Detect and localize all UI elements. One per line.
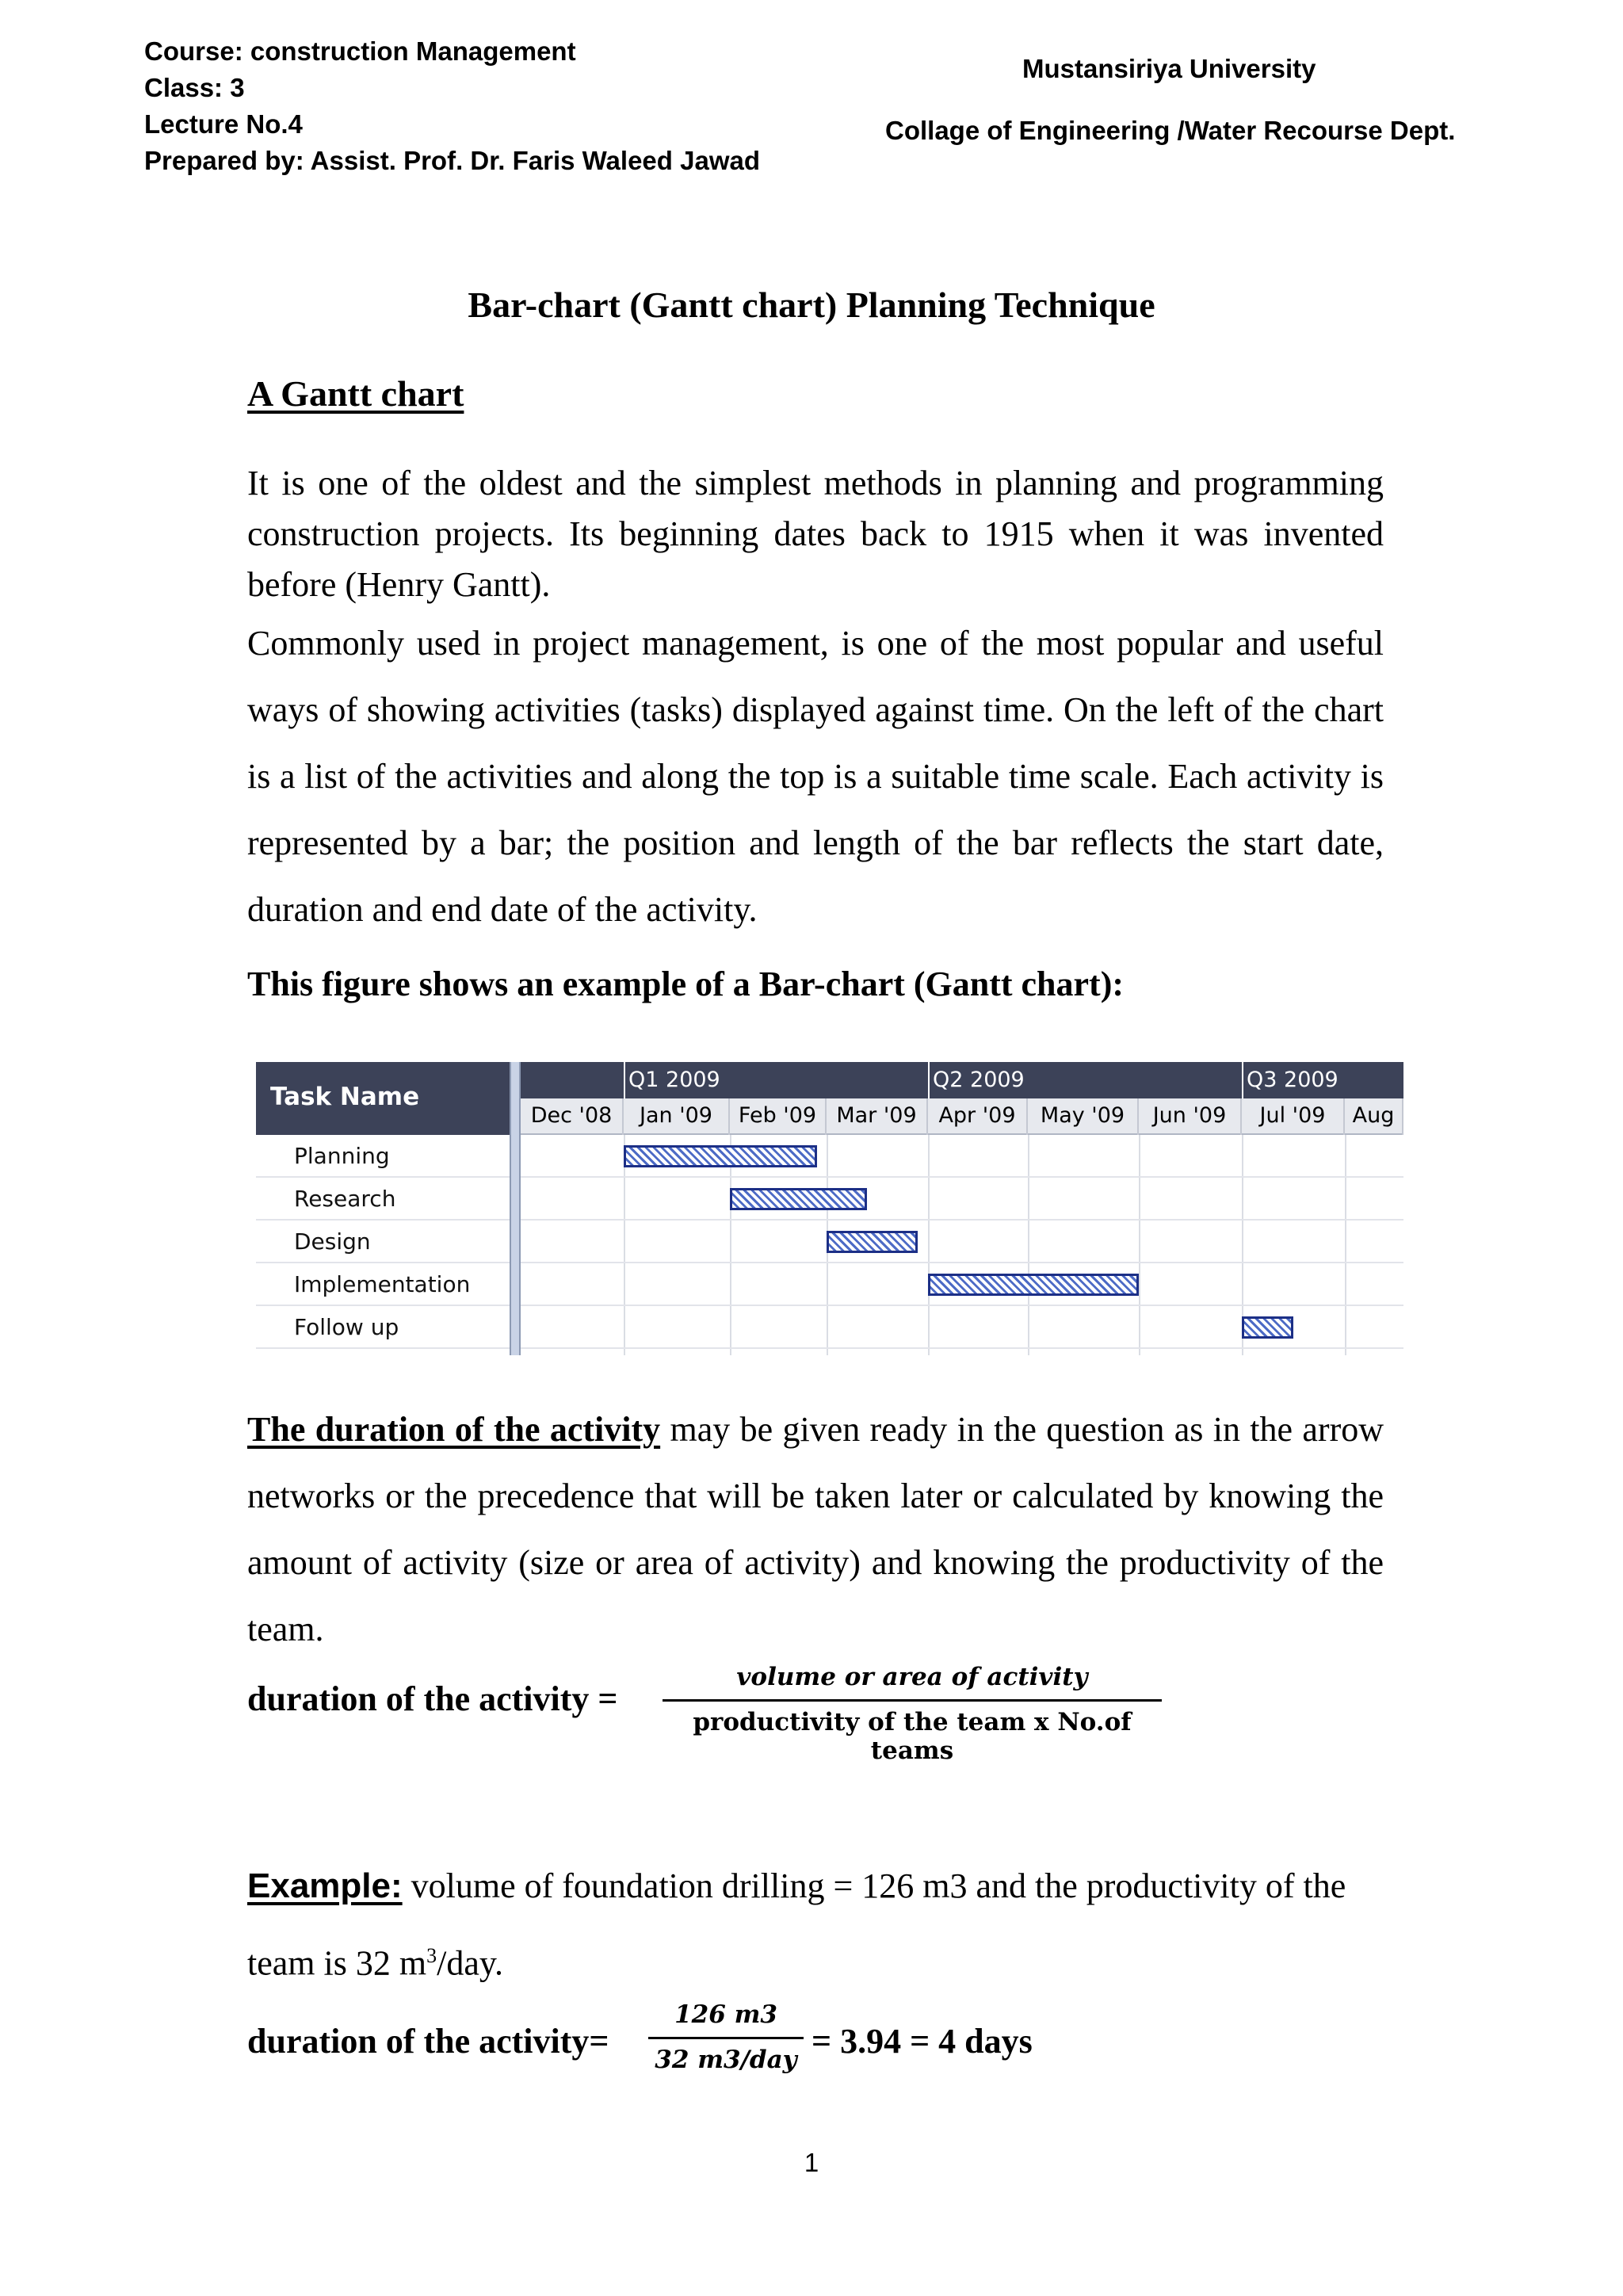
quarter-header-row bbox=[521, 1062, 1403, 1098]
task-bar bbox=[928, 1274, 1139, 1296]
task-label: Follow up bbox=[256, 1306, 510, 1349]
month-label: Feb '09 bbox=[730, 1098, 827, 1135]
figure-lead: This figure shows an example of a Bar-chart (Gantt chart): bbox=[247, 965, 1125, 1003]
page-number: 1 bbox=[804, 2148, 819, 2177]
gantt-chart bbox=[256, 1062, 1403, 1355]
duration-term: The duration of the activity bbox=[247, 1410, 661, 1449]
formula2-fraction bbox=[648, 2000, 804, 2074]
month-label: Dec '08 bbox=[521, 1098, 624, 1135]
formula2-denominator: 32 m3/day bbox=[648, 2037, 804, 2074]
task-bar bbox=[827, 1231, 918, 1253]
month-label: Apr '09 bbox=[928, 1098, 1028, 1135]
prepared-by-line: Prepared by: Assist. Prof. Dr. Faris Waleed Jawad bbox=[144, 146, 760, 175]
formula2-numerator: 126 m3 bbox=[674, 2000, 777, 2029]
month-header-row bbox=[521, 1098, 1403, 1135]
formula2-result: = 3.94 = 4 days bbox=[812, 2022, 1033, 2061]
month-label: Jun '09 bbox=[1139, 1098, 1242, 1135]
task-label: Planning bbox=[256, 1135, 510, 1178]
formula1-denominator: productivity of the team x No.of teams bbox=[663, 1699, 1162, 1765]
formula2-label: duration of the activity= bbox=[247, 2022, 609, 2061]
task-row bbox=[521, 1178, 1403, 1221]
intro-paragraph: It is one of the oldest and the simplest methods in planning and programming construction projects. Its beginning dates back to 1915 when it was invented before (Henry Gantt). bbox=[247, 464, 1384, 604]
example-text: volume of foundation drilling = 126 m3 and the productivity of the team is 32 m bbox=[247, 1866, 1346, 1983]
formula1-numerator: volume or area of activity bbox=[736, 1663, 1088, 1691]
task-bar bbox=[624, 1145, 817, 1167]
header-course-info bbox=[144, 33, 760, 179]
month-label: Aug bbox=[1345, 1098, 1403, 1135]
formula1-fraction bbox=[663, 1663, 1162, 1765]
task-row bbox=[521, 1221, 1403, 1263]
duration-explanation: may be given ready in the question as in the arrow networks or the precedence that will be taken later or calculated by knowing the amount of activity (size or area of activity) and knowing the productivity of the team. bbox=[247, 1410, 1384, 1648]
task-name-header: Task Name bbox=[256, 1062, 510, 1135]
university-name: Mustansiriya University bbox=[1022, 54, 1316, 83]
quarter-label: Q1 2009 bbox=[624, 1062, 928, 1098]
duration-paragraph bbox=[247, 1396, 1384, 1663]
quarter-label: Q3 2009 bbox=[1242, 1062, 1403, 1098]
chart-splitter bbox=[510, 1062, 521, 1355]
month-label: Mar '09 bbox=[827, 1098, 928, 1135]
month-label: Jul '09 bbox=[1242, 1098, 1345, 1135]
section-heading: A Gantt chart bbox=[247, 373, 464, 414]
class-line: Class: 3 bbox=[144, 73, 245, 102]
task-bar bbox=[730, 1188, 867, 1210]
task-label: Implementation bbox=[256, 1263, 510, 1306]
example-paragraph bbox=[247, 1851, 1384, 1999]
month-label: May '09 bbox=[1028, 1098, 1139, 1135]
example-label: Example: bbox=[247, 1866, 403, 1905]
page-title: Bar-chart (Gantt chart) Planning Technique bbox=[468, 285, 1155, 325]
course-line: Course: construction Management bbox=[144, 36, 576, 66]
quarter-label: Q2 2009 bbox=[928, 1062, 1242, 1098]
example-superscript: 3 bbox=[426, 1944, 437, 1967]
task-bar bbox=[1242, 1316, 1293, 1339]
task-label: Research bbox=[256, 1178, 510, 1221]
description-paragraph: Commonly used in project management, is one of the most popular and useful ways of showing activities (tasks) displayed against time. On the left of the chart is a list of the activities and along the top is a suitable time scale. Each activity is represented by a bar; the position and length of the bar reflects the start date, duration and end date of the activity. bbox=[247, 624, 1384, 929]
formula1-label: duration of the activity = bbox=[247, 1679, 618, 1718]
task-label: Design bbox=[256, 1221, 510, 1263]
month-label: Jan '09 bbox=[624, 1098, 730, 1135]
college-name: Collage of Engineering /Water Recourse Dept. bbox=[885, 116, 1456, 145]
lecture-line: Lecture No.4 bbox=[144, 109, 303, 139]
example-text-end: /day. bbox=[437, 1943, 503, 1983]
